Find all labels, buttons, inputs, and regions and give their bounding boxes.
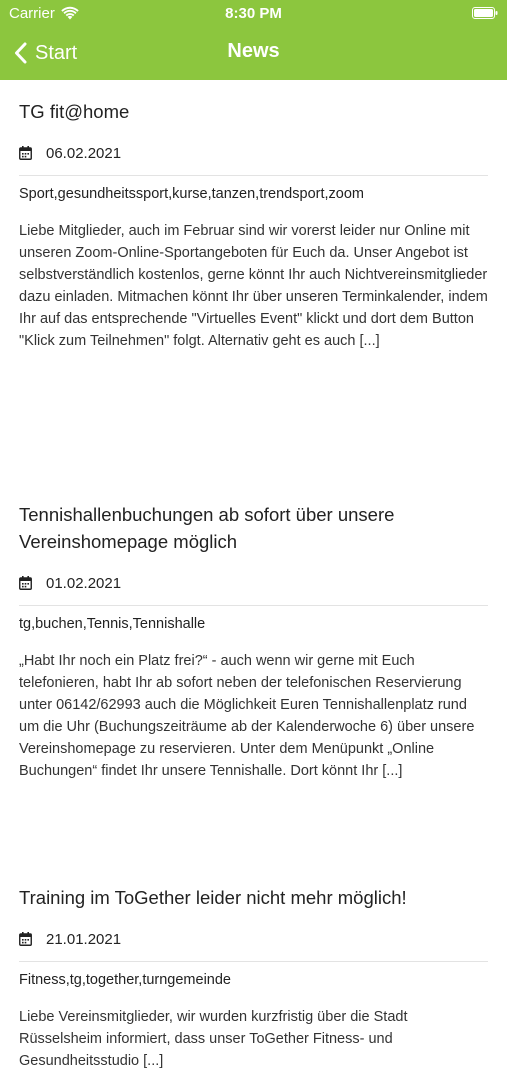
status-time: 8:30 PM	[225, 5, 282, 22]
news-item-title[interactable]: Tennishallenbuchungen ab sofort über unsere Vereinshomepage möglich	[19, 504, 395, 552]
news-item-date-row	[19, 561, 488, 606]
news-feed[interactable]	[0, 80, 507, 1069]
page-title: News	[227, 40, 280, 62]
news-item-tags: Sport,gesundheitssport,kurse,tanzen,trendsport,zoom	[19, 186, 364, 202]
news-item-date: 06.02.2021	[46, 144, 122, 162]
calendar-icon	[19, 932, 32, 946]
navigation-bar	[0, 28, 507, 78]
carrier-label: Carrier	[9, 5, 55, 22]
back-button-label: Start	[35, 41, 78, 64]
news-item-excerpt: Liebe Vereinsmitglieder, wir wurden kurzfristig über die Stadt Rüsselsheim informiert, dass unser ToGether Fitness- und Gesundheitsstudio [...]	[19, 1009, 408, 1069]
news-item-excerpt: Liebe Mitglieder, auch im Februar sind wir vorerst leider nur Online mit unseren Zoom-Online-Sportangeboten für Euch da. Unser Angebot ist selbstverständlich kostenlos, gerne könnt Ihr auch Nichtvereinsmitglieder dazu einladen. Mitmachen könnt Ihr über unseren Terminkalender, indem Ihr auf das entsprechende "Virtuelles Event" klickt und dort dem Button "Klick zum Teilnehmen" folgt. Alternativ geht es auch [...]	[19, 223, 488, 349]
news-item[interactable]	[0, 483, 507, 818]
news-item-excerpt: „Habt Ihr noch ein Platz frei?“ - auch wenn wir gerne mit Euch telefonieren, habt Ihr ab sofort neben der telefonischen Reservierung unter 06142/62993 auch die Möglichkeit Euren Tennishallenplatz rund um die Uhr (Buchungszeiträume ab der Kalenderwoche 6) über unsere Vereinshomepage zu reservieren. Unter dem Menüpunkt „Online Buchungen“ findet Ihr unsere Tennishalle. Dort könnt Ihr [...]	[19, 653, 475, 779]
app-header	[0, 0, 507, 80]
news-item-tags: tg,buchen,Tennis,Tennishalle	[19, 616, 206, 632]
news-item-title[interactable]: Training im ToGether leider nicht mehr möglich!	[19, 887, 407, 908]
news-item-date-row	[19, 917, 488, 962]
battery-icon	[472, 7, 498, 19]
calendar-icon	[19, 146, 32, 160]
calendar-icon	[19, 576, 32, 590]
news-item[interactable]	[0, 866, 507, 1072]
news-item-date: 21.01.2021	[46, 930, 122, 948]
status-bar	[0, 0, 507, 28]
news-item-date-row	[19, 131, 488, 176]
news-item[interactable]	[0, 80, 507, 435]
news-item-title[interactable]: TG fit@home	[19, 101, 130, 122]
news-item-date: 01.02.2021	[46, 574, 122, 592]
news-item-tags: Fitness,tg,together,turngemeinde	[19, 972, 231, 988]
